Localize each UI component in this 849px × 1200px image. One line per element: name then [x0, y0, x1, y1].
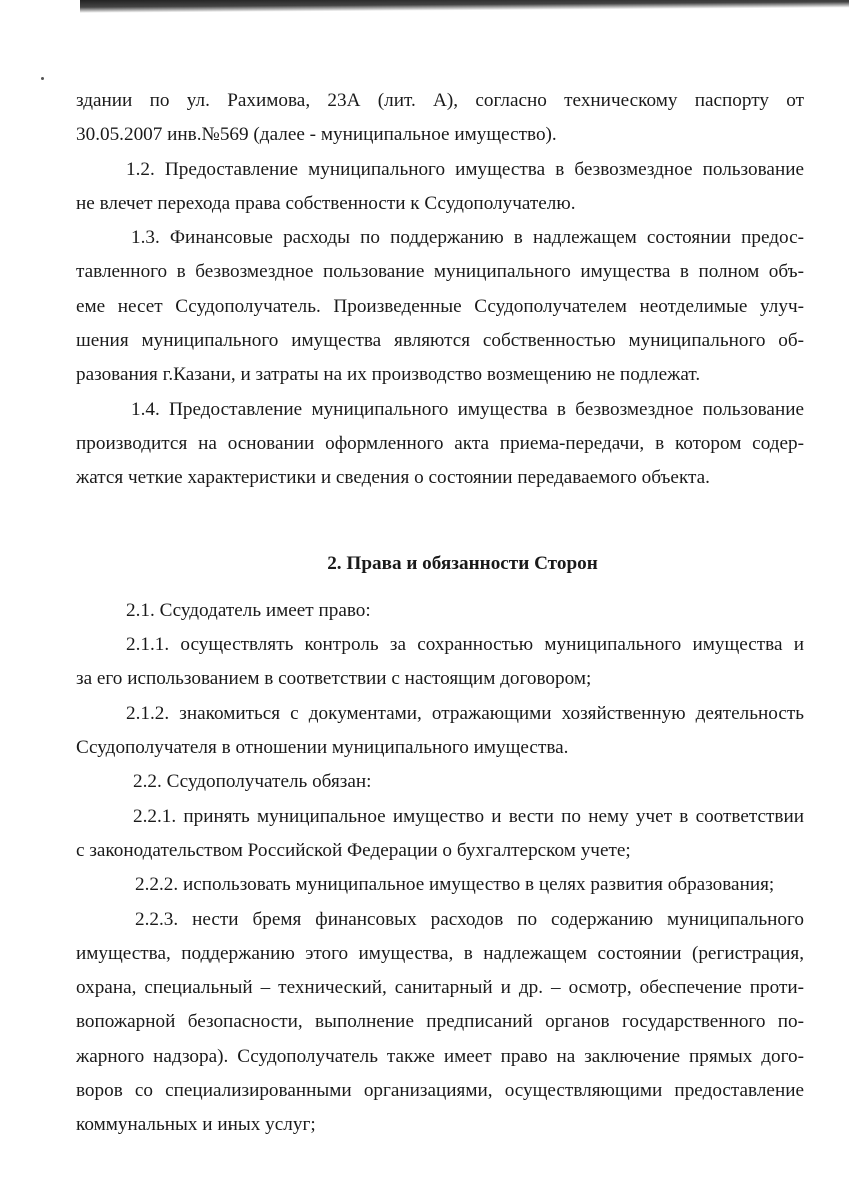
- section-2-heading: 2. Права и обязанности Сторон: [327, 552, 598, 574]
- clause-2-2-3-line: воров со специализированными организациями, осуществляющими предоставление: [76, 1080, 804, 1102]
- document-body: [76, 84, 804, 1143]
- section-spacer: [76, 496, 804, 547]
- clause-1-4-line: 1.4. Предоставление муниципального имущества в безвозмездное пользование: [131, 398, 804, 420]
- clause-2-2-line: 2.2. Ссудополучатель обязан:: [133, 771, 372, 793]
- scan-speck: [41, 77, 44, 80]
- paragraph-line: здании по ул. Рахимова, 23А (лит. А), согласно техническому паспорту от: [76, 90, 804, 111]
- scan-top-edge-shadow: [80, 0, 849, 13]
- clause-2-2-2-line: 2.2.2. использовать муниципальное имущество в целях развития образования;: [135, 874, 775, 896]
- clause-2-2-3-line: охрана, специальный – технический, санитарный и др. – осмотр, обеспечение проти-: [76, 977, 804, 999]
- clause-2-2-3-line: жарного надзора). Ссудополучатель также имеет право на заключение прямых дого-: [76, 1045, 804, 1067]
- heading-spacer: [76, 581, 804, 594]
- clause-2-2-1-line: с законодательством Российской Федерации о бухгалтерском учете;: [76, 839, 631, 861]
- clause-2-1-2-line: Ссудополучателя в отношении муниципального имущества.: [76, 737, 569, 759]
- clause-2-1-2-line: 2.1.2. знакомиться с документами, отражающими хозяйственную деятельность: [126, 702, 804, 724]
- clause-2-2-3-line: имущества, поддержанию этого имущества, в надлежащем состоянии (регистрация,: [76, 942, 804, 964]
- clause-2-1-line: 2.1. Ссудодатель имеет право:: [126, 599, 371, 621]
- clause-1-3-line: еме несет Ссудополучатель. Произведенные Ссудополучателем неотделимые улуч-: [76, 295, 804, 317]
- clause-1-4-line: жатся четкие характеристики и сведения о состоянии передаваемого объекта.: [76, 467, 710, 489]
- clause-2-1-1-line: за его использованием в соответствии с настоящим договором;: [76, 668, 592, 690]
- clause-2-2-1-line: 2.2.1. принять муниципальное имущество и вести по нему учет в соответствии: [133, 805, 804, 827]
- clause-2-2-3-line: 2.2.3. нести бремя финансовых расходов по содержанию муниципального: [135, 908, 804, 930]
- clause-1-4-line: производится на основании оформленного акта приема-передачи, в котором содер-: [76, 432, 804, 454]
- clause-2-2-3-line: вопожарной безопасности, выполнение предписаний органов государственного по-: [76, 1011, 804, 1033]
- clause-1-3-line: 1.3. Финансовые расходы по поддержанию в надлежащем состоянии предос-: [131, 227, 804, 249]
- clause-1-3-line: разования г.Казани, и затраты на их производство возмещению не подлежат.: [76, 364, 701, 386]
- clause-2-2-3-line: коммунальных и иных услуг;: [76, 1114, 316, 1136]
- paragraph-line: 30.05.2007 инв.№569 (далее - муниципальное имущество).: [76, 124, 557, 146]
- clause-1-2-line: не влечет перехода права собственности к Ссудополучателю.: [76, 192, 576, 214]
- clause-1-3-line: шения муниципального имущества являются собственностью муниципального об-: [76, 330, 804, 352]
- clause-1-3-line: тавленного в безвозмездное пользование муниципального имущества в полном объ-: [76, 261, 804, 283]
- clause-2-1-1-line: 2.1.1. осуществлять контроль за сохранностью муниципального имущества и: [126, 634, 804, 656]
- clause-1-2-line: 1.2. Предоставление муниципального имущества в безвозмездное пользование: [126, 158, 804, 180]
